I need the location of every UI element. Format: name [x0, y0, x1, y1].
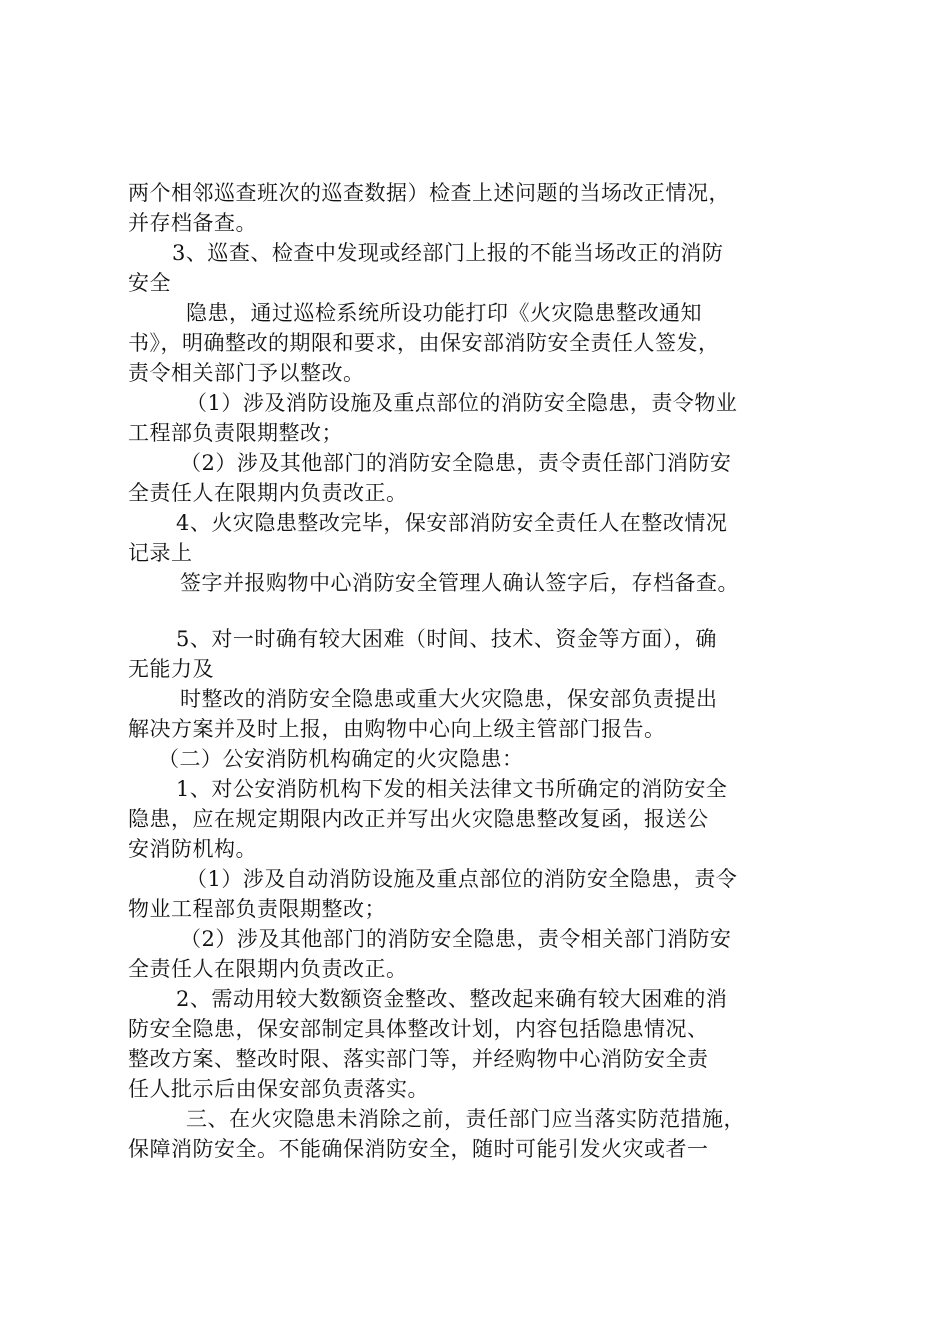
paragraph [128, 238, 838, 298]
paragraph [128, 924, 838, 984]
text-line: 5、对一时确有较大困难（时间、技术、资金等方面），确 [176, 627, 717, 651]
paragraph [128, 508, 838, 568]
text-line: 物业工程部负责限期整改； [128, 897, 386, 921]
text-line: 防安全隐患，保安部制定具体整改计划，内容包括隐患情况、 [128, 1017, 709, 1041]
document-body [128, 178, 838, 1164]
paragraph [128, 1104, 838, 1164]
text-line: 三、在火灾隐患未消除之前，责任部门应当落实防范措施， [186, 1107, 745, 1131]
text-line: 全责任人在限期内负责改正。 [128, 481, 408, 505]
paragraph [128, 448, 838, 508]
text-line: 时整改的消防安全隐患或重大火灾隐患，保安部负责提出 [180, 687, 718, 711]
paragraph [128, 178, 838, 238]
paragraph [128, 684, 838, 744]
text-line: 全责任人在限期内负责改正。 [128, 957, 408, 981]
text-line: 2、需动用较大数额资金整改、整改起来确有较大困难的消 [176, 987, 728, 1011]
text-line: 无能力及 [128, 657, 214, 681]
text-line: 3、巡查、检查中发现或经部门上报的不能当场改正的消防 [172, 241, 724, 265]
paragraph [128, 984, 838, 1104]
text-line: 签字并报购物中心消防安全管理人确认签字后，存档备查。 [180, 571, 739, 595]
text-line: （1）涉及消防设施及重点部位的消防安全隐患，责令物业 [186, 391, 738, 415]
text-line: 解决方案并及时上报，由购物中心向上级主管部门报告。 [128, 717, 666, 741]
text-line: 书》，明确整改的期限和要求，由保安部消防安全责任人签发， [128, 331, 720, 355]
text-line: 工程部负责限期整改； [128, 421, 343, 445]
text-line: （二）公安消防机构确定的火灾隐患： [158, 747, 524, 771]
text-line: 任人批示后由保安部负责落实。 [128, 1077, 429, 1101]
text-line: 记录上 [128, 541, 193, 565]
paragraph [128, 864, 838, 924]
paragraph [128, 774, 838, 864]
text-line: 隐患，应在规定期限内改正并写出火灾隐患整改复函，报送公 [128, 807, 709, 831]
text-line: 4、火灾隐患整改完毕，保安部消防安全责任人在整改情况 [176, 511, 728, 535]
text-line: 1、对公安消防机构下发的相关法律文书所确定的消防安全 [176, 777, 728, 801]
paragraph [128, 298, 838, 388]
text-line: （1）涉及自动消防设施及重点部位的消防安全隐患，责令 [186, 867, 738, 891]
paragraph [128, 744, 838, 774]
text-line: 安消防机构。 [128, 837, 257, 861]
paragraph-gap [128, 598, 838, 624]
paragraph [128, 624, 838, 684]
text-line: 安全 [128, 271, 171, 295]
text-line: 并存档备查。 [128, 211, 257, 235]
paragraph [128, 568, 838, 598]
text-line: 隐患，通过巡检系统所设功能打印《火灾隐患整改通知 [186, 301, 702, 325]
text-line: （2）涉及其他部门的消防安全隐患，责令责任部门消防安 [180, 451, 732, 475]
text-line: 整改方案、整改时限、落实部门等，并经购物中心消防安全责 [128, 1047, 709, 1071]
text-line: 责令相关部门予以整改。 [128, 361, 365, 385]
text-line: 两个相邻巡查班次的巡查数据）检查上述问题的当场改正情况， [128, 181, 730, 205]
paragraph [128, 388, 838, 448]
text-line: （2）涉及其他部门的消防安全隐患，责令相关部门消防安 [180, 927, 732, 951]
text-line: 保障消防安全。不能确保消防安全，随时可能引发火灾或者一 [128, 1137, 709, 1161]
